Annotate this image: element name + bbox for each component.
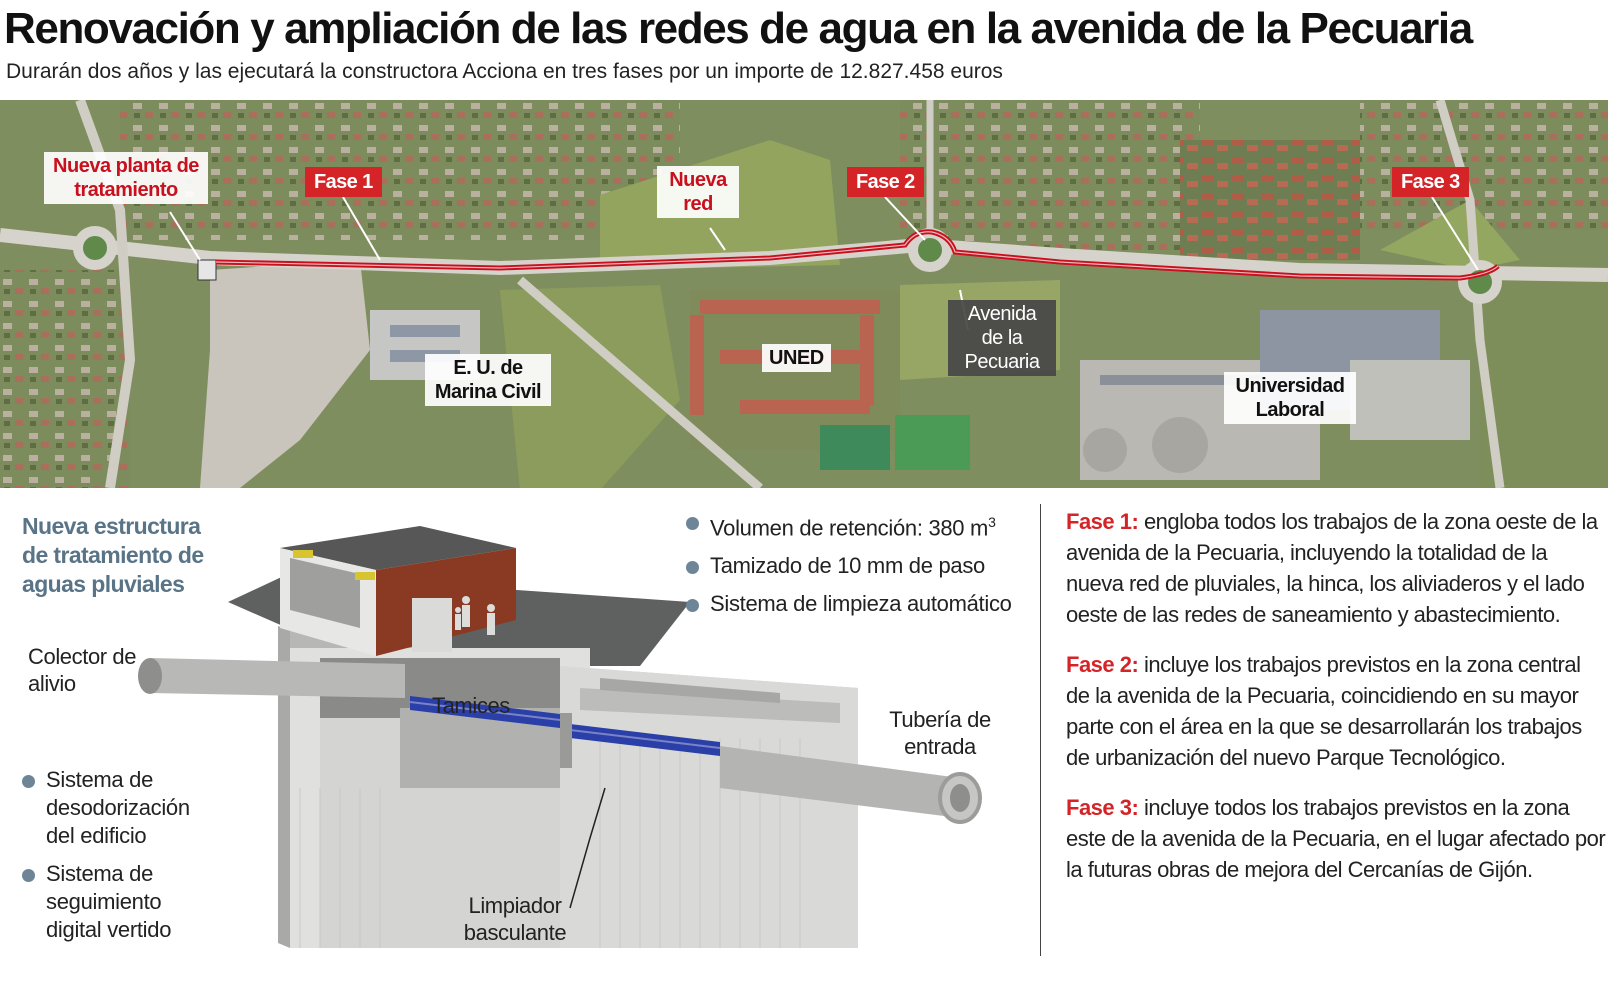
system-seguimiento: Sistema de seguimiento digital vertido [22,860,222,944]
phase-1-text: Fase 1: engloba todos los trabajos de la zona oeste de la avenida de la Pecuaria, incluyendo la totalidad de la nueva red de pluviales, la hinca, los aliviaderos y el lado oeste de las redes de saneamiento y abastecimiento. [1066,509,1598,627]
aerial-map [0,100,1608,488]
label-tuberia: Tubería de entrada [889,707,991,759]
fase-1-tag: Fase 1 [305,167,382,197]
structure-title: Nueva estructura de tratamiento de aguas pluviales [22,513,204,597]
label-colector: Colector de alivio [28,644,137,696]
structure-diagram [0,488,1040,983]
spec-cleaning: Sistema de limpieza automático [686,590,1012,618]
spec-screening: Tamizado de 10 mm de paso [686,552,1012,580]
phase-2-text: Fase 2: incluye los trabajos previstos en la zona central de la avenida de la Pecuaria, coincidiendo en su mayor parte con el área en la que se desarrollarán los trabajos de urbanización del nuevo Parque Tecnológico. [1066,652,1582,770]
spec-volume: Volumen de retención: 380 $m^3$ [686,508,1012,542]
label-universidad-laboral: Universidad Laboral [1224,372,1356,424]
label-avenida-pecuaria: Avenida de la Pecuaria [948,300,1056,376]
page-subtitle: Durarán dos años y las ejecutará la constructora Acciona en tres fases por un importe de 12.827.458 euros [6,60,1003,83]
phase-3-text: Fase 3: incluye todos los trabajos previstos en la zona este de la avenida de la Pecuaria, en el lugar afectado por la futuras obras de mejora del Cercanías de Gijón. [1066,795,1606,882]
phases-description [1066,506,1606,904]
label-uned: UNED [762,344,831,372]
building-systems [22,766,222,954]
label-nueva-red: Nueva red [657,166,739,218]
system-desodorizacion: Sistema de desodorización del edificio [22,766,222,850]
label-nueva-planta: Nueva planta de tratamiento [44,152,208,204]
label-tamices: Tamices [432,693,510,718]
aerial-map-image [0,100,1608,488]
label-limpiador: Limpiador basculante [463,893,567,945]
fase-2-tag: Fase 2 [847,167,924,197]
fase-3-tag: Fase 3 [1392,167,1469,197]
label-marina-civil: E. U. de Marina Civil [425,354,551,406]
column-divider [1040,504,1041,956]
page-title: Renovación y ampliación de las redes de agua en la avenida de la Pecuaria [4,4,1472,53]
structure-specs [686,508,1012,628]
